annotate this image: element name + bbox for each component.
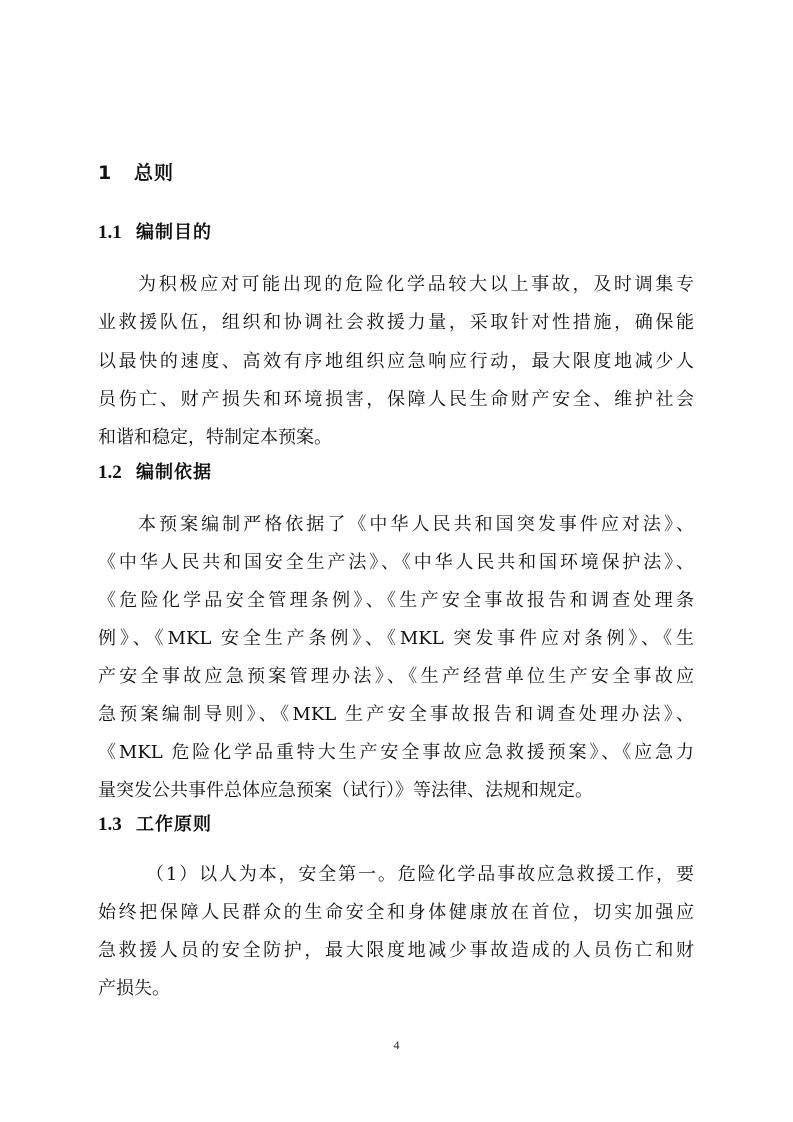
- page-number: 4: [393, 1038, 400, 1052]
- paragraph-line: 急预案编制导则》、《MKL 生产安全事故报告和调查处理办法》、: [98, 704, 694, 725]
- paragraph-line: 始终把保障人民群众的生命安全和身体健康放在首位，切实加强应: [98, 902, 694, 923]
- paragraph-line: 为积极应对可能出现的危险化学品较大以上事故，及时调集专: [138, 274, 694, 295]
- section-number: 1.3: [98, 814, 122, 835]
- chapter-number: 1: [98, 162, 113, 184]
- section-number: 1.1: [98, 222, 122, 243]
- section-number: 1.2: [98, 462, 122, 483]
- chapter-title: 总则: [134, 162, 175, 184]
- section-title: 编制目的: [136, 222, 212, 243]
- paragraph-line: 《MKL 危险化学品重特大生产安全事故应急救援预案》、《应急力: [98, 742, 694, 763]
- paragraph-line: 量突发公共事件总体应急预案（试行）》等法律、法规和规定。: [98, 780, 593, 801]
- paragraph-line: 产安全事故应急预案管理办法》、《生产经营单位生产安全事故应: [98, 666, 694, 687]
- section-heading-1-3: [98, 810, 212, 836]
- paragraph-line: 以最快的速度、高效有序地组织应急响应行动，最大限度地减少人: [98, 351, 694, 372]
- section-title: 编制依据: [136, 462, 212, 483]
- paragraph-line: 员伤亡、财产损失和环境损害，保障人民生命财产安全、维护社会: [98, 389, 694, 410]
- paragraph-line: 急救援人员的安全防护，最大限度地减少事故造成的人员伤亡和财: [98, 940, 694, 961]
- paragraph-line: 例》、《MKL 安全生产条例》、《MKL 突发事件应对条例》、《生: [98, 628, 694, 649]
- paragraph-line: 《危险化学品安全管理条例》、《生产安全事故报告和调查处理条: [98, 590, 694, 611]
- paragraph-line: 业救援队伍，组织和协调社会救援力量，采取针对性措施，确保能: [98, 312, 694, 333]
- paragraph-line: 《中华人民共和国安全生产法》、《中华人民共和国环境保护法》、: [98, 552, 694, 573]
- paragraph-line: 本预案编制严格依据了《中华人民共和国突发事件应对法》、: [138, 514, 694, 535]
- paragraph-line: （1）以人为本，安全第一。危险化学品事故应急救援工作，要: [146, 864, 694, 885]
- section-title: 工作原则: [136, 814, 212, 835]
- section-heading-1-1: [98, 218, 212, 244]
- paragraph-line: 产损失。: [98, 978, 170, 999]
- section-heading-1-2: [98, 458, 212, 484]
- paragraph-line: 和谐和稳定，特制定本预案。: [98, 427, 332, 448]
- chapter-heading: [98, 158, 174, 185]
